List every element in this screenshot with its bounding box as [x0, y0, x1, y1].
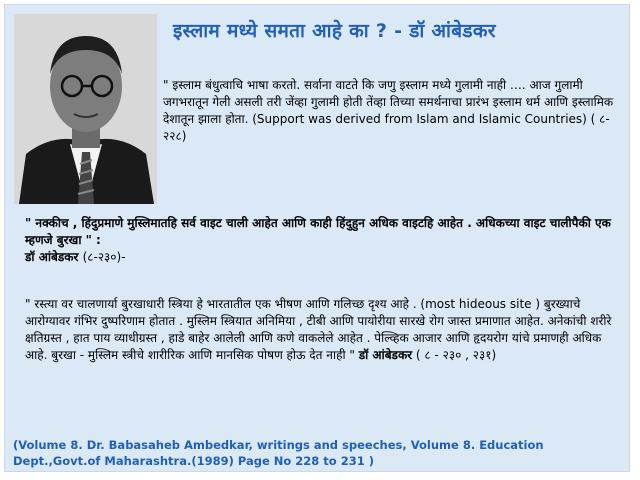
page-title: इस्लाम मध्ये समता आहे का ? - डॉ आंबेडकर — [173, 20, 496, 42]
quote-purdah-health-text: " रस्त्या वर चालणार्या बुरखाधारी स्त्रिया हे भारतातील एक भीषण आणि गलिच्छ दृश्य आहे . (most hideous site ) बुरख्याचे आरोग्यावर गंभिर दुष्परिणाम होतात . मुस्लिम स्त्रियात अनिमिया , टीबी आणि पायोरीया सारखे रोग जास्त प्रमाणात आहेत. अनेकांची शरीरे क्षतिग्रस्त , हात पाय व्याधीग्रस्त , हाडे बाहेर आलेली आणि कणे वाकलेले आहेत . पेल्व्हिक आजार आणि हृदयरोग यांचे प्रमाणही अधिक आहे. बुरखा - मुस्लिम स्त्रीचे शारीरिक आणि मानसिक पोषण होऊ देत नाही " — [25, 297, 612, 362]
quote-purdah-evil-ref: (८-२३०)- — [82, 250, 126, 264]
quote-purdah-evil — [25, 215, 625, 266]
quote-purdah-health-attribution: डॉ आंबेडकर — [358, 348, 413, 362]
source-citation: (Volume 8. Dr. Babasaheb Ambedkar, writings and speeches, Volume 8. Education Dept.,Govt.of Maharashtra.(1989) Page No 228 to 231 ) — [13, 438, 544, 468]
portrait-illustration — [14, 14, 157, 204]
quote-purdah-health — [25, 296, 625, 364]
quote-purdah-evil-attribution: डॉ आंबेडकर — [25, 250, 79, 264]
quote-purdah-health-ref: ( ८ - २३० , २३१) — [415, 348, 497, 362]
quote-card — [4, 4, 630, 472]
portrait-photo — [14, 14, 157, 204]
quote-purdah-evil-text: " नक्कीच , हिंदुप्रमाणे मुस्लिमातहि सर्व वाइट चाली आहेत आणि काही हिंदुहुन अधिक वाइटहि आहेत . अधिकच्या वाइट चालीपैकी एक म्हणजे बुरखा " : — [25, 216, 611, 247]
quote-slavery: " इस्लाम बंधुत्वाचि भाषा करतो. सर्वाना वाटते कि जणु इस्लाम मध्ये गुलामी नाही …. आज गुलामी जगभरातून गेली असली तरी जेंव्हा गुलामी होती तेंव्हा तिच्या समर्थनाचा प्रारंभ इस्लाम धर्म आणि इस्लामिक देशातून झाला होता. (Support was derived from Islam and Islamic Countries) ( ८- २२८) — [163, 78, 614, 143]
